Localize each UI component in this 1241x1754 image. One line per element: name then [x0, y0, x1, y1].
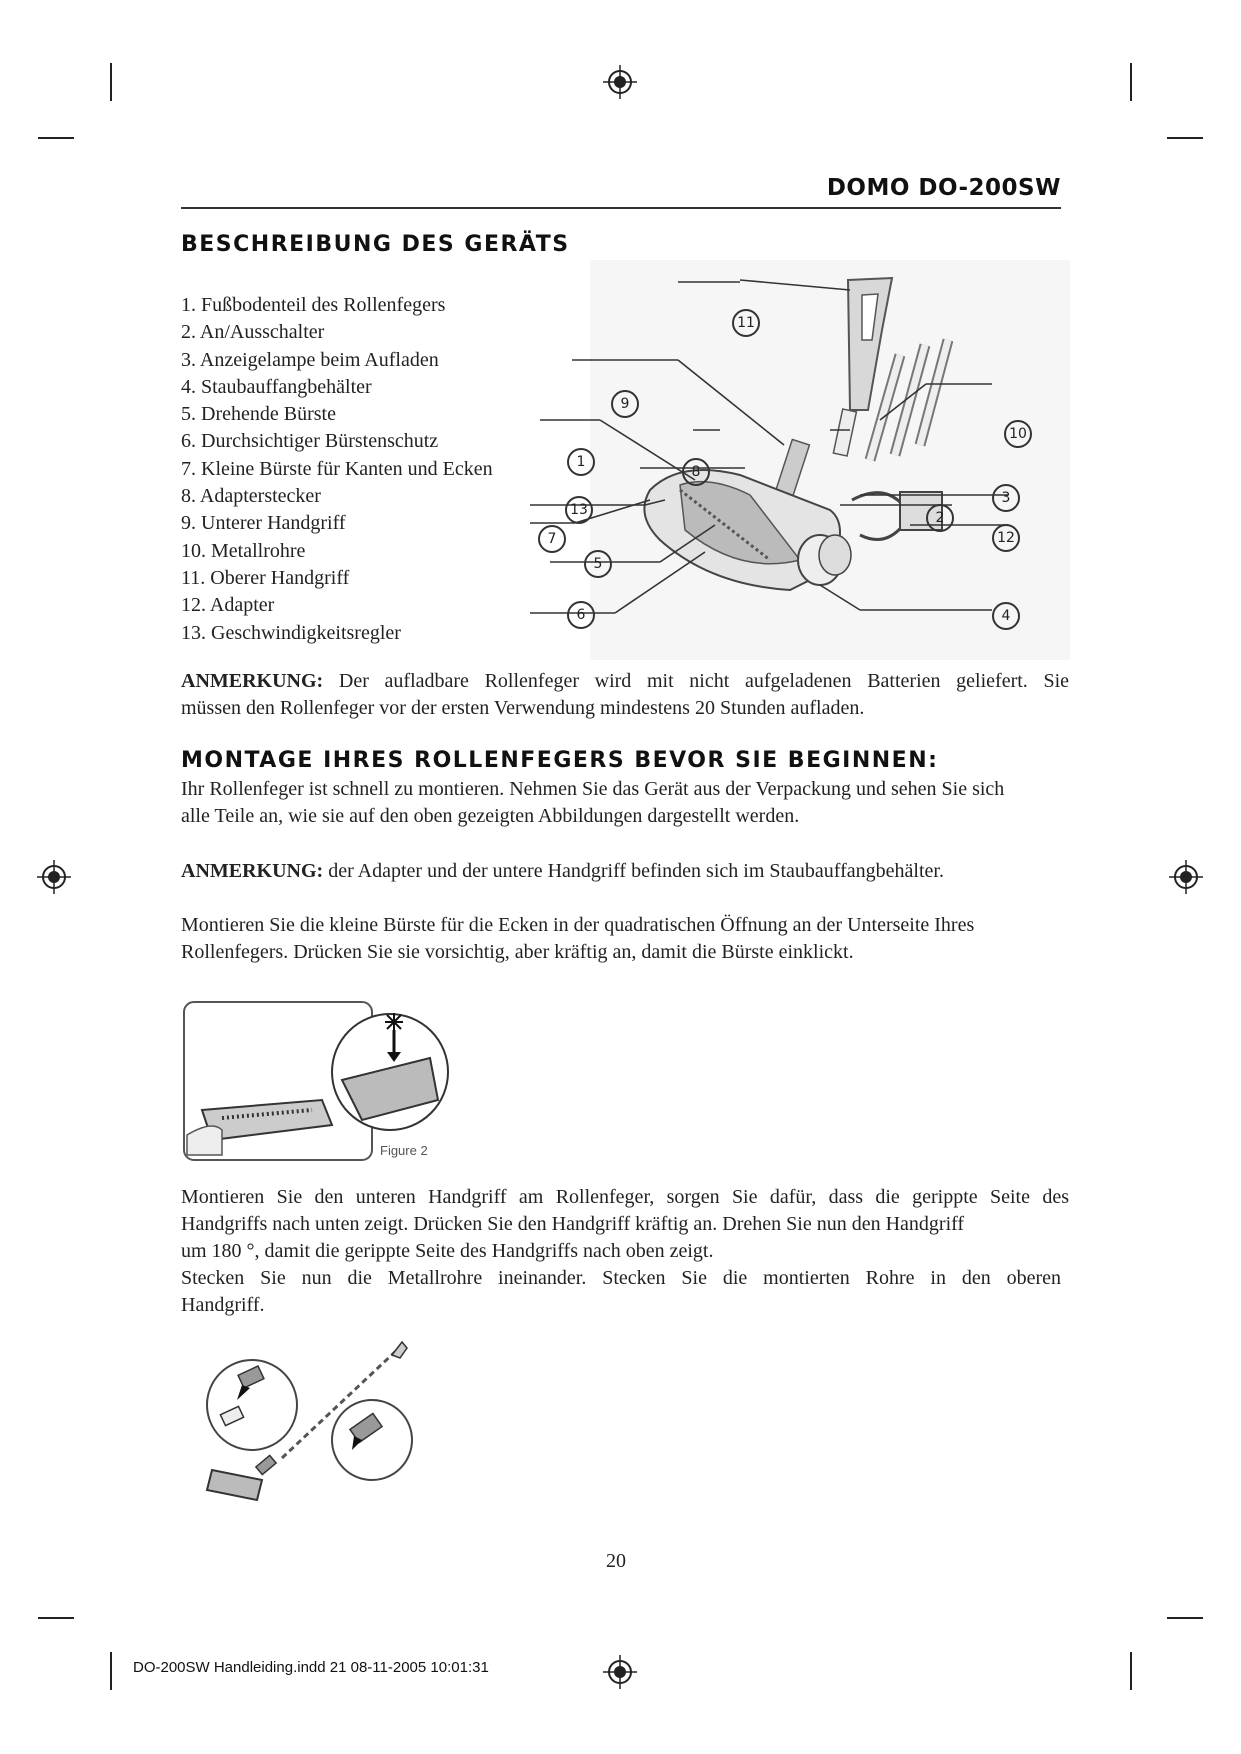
callout-5: 5: [584, 550, 612, 578]
crop-mark: [38, 137, 74, 139]
intro-line: alle Teile an, wie sie auf den oben gezeigten Abbildungen dargestellt werden.: [181, 805, 800, 827]
figure-2-brush-illustration: [182, 1000, 452, 1165]
brush-instruction-line: Montieren Sie die kleine Bürste für die Ecken in der quadratischen Öffnung an der Unterseite Ihres: [181, 914, 975, 936]
callout-3: 3: [992, 484, 1020, 512]
registration-mark-icon: [603, 1655, 637, 1689]
list-item: 9. Unterer Handgriff: [181, 512, 346, 535]
list-item: 8. Adapterstecker: [181, 485, 321, 508]
note-paragraph: ANMERKUNG: Der aufladbare Rollenfeger wird mit nicht aufgeladenen Batterien geliefert. Sie: [181, 670, 1070, 692]
registration-mark-icon: [37, 860, 71, 894]
section-heading-assembly: MONTAGE IHRES ROLLENFEGERS BEVOR SIE BEGINNEN:: [181, 748, 939, 773]
figure-caption: Figure 2: [380, 1143, 428, 1158]
registration-mark-icon: [603, 65, 637, 99]
crop-mark: [110, 1652, 112, 1690]
callout-10: 10: [1004, 420, 1032, 448]
callout-13: 13: [565, 496, 593, 524]
handle-instruction-line: um 180 °, damit die gerippte Seite des Handgriffs nach oben zeigt.: [181, 1240, 714, 1262]
note-label: ANMERKUNG:: [181, 670, 324, 692]
crop-mark: [110, 63, 112, 101]
crop-mark: [1167, 1617, 1203, 1619]
page-number: 20: [606, 1550, 626, 1572]
parts-list: [181, 292, 493, 647]
list-item: 10. Metallrohre: [181, 539, 306, 562]
callout-6: 6: [567, 601, 595, 629]
note-paragraph-line2: müssen den Rollenfeger vor der ersten Verwendung mindestens 20 Stunden aufladen.: [181, 697, 865, 719]
product-diagram: [530, 260, 1090, 660]
brand-title: DOMO DO-200SW: [826, 175, 1061, 201]
callout-7: 7: [538, 525, 566, 553]
tubes-instruction-line: Stecken Sie nun die Metallrohre ineinander. Stecken Sie die montierten Rohre in den oberen: [181, 1267, 1061, 1289]
list-item: 13. Geschwindigkeitsregler: [181, 621, 401, 644]
callout-11: 11: [732, 309, 760, 337]
list-item: 2. An/Ausschalter: [181, 321, 325, 344]
crop-mark: [38, 1617, 74, 1619]
intro-line: Ihr Rollenfeger ist schnell zu montieren. Nehmen Sie das Gerät aus der Verpackung und sehen Sie sich: [181, 778, 1005, 800]
list-item: 4. Staubauffangbehälter: [181, 375, 372, 398]
callout-12: 12: [992, 524, 1020, 552]
figure-3-handle-assembly: [202, 1340, 442, 1510]
callout-2: 2: [926, 504, 954, 532]
list-item: 5. Drehende Bürste: [181, 403, 336, 426]
note-label: ANMERKUNG:: [181, 860, 324, 882]
list-item: 1. Fußbodenteil des Rollenfegers: [181, 294, 446, 316]
list-item: 12. Adapter: [181, 594, 275, 617]
tubes-instruction-line: Handgriff.: [181, 1294, 265, 1316]
note-paragraph-2: ANMERKUNG: der Adapter und der untere Handgriff befinden sich im Staubauffangbehälter.: [181, 860, 944, 882]
header-rule: [181, 207, 1061, 209]
section-heading-description: BESCHREIBUNG DES GERÄTS: [181, 232, 570, 257]
callout-8: 8: [682, 458, 710, 486]
crop-mark: [1130, 1652, 1132, 1690]
crop-mark: [1130, 63, 1132, 101]
list-item: 3. Anzeigelampe beim Aufladen: [181, 348, 439, 371]
list-item: 6. Durchsichtiger Bürstenschutz: [181, 430, 439, 453]
registration-mark-icon: [1169, 860, 1203, 894]
callout-9: 9: [611, 390, 639, 418]
crop-mark: [1167, 137, 1203, 139]
list-item: 11. Oberer Handgriff: [181, 566, 350, 589]
brush-instruction-line: Rollenfegers. Drücken Sie sie vorsichtig, aber kräftig an, damit die Bürste einklickt.: [181, 941, 854, 963]
callout-1: 1: [567, 448, 595, 476]
footer-file-info: DO-200SW Handleiding.indd 21 08-11-2005 10:01:31: [133, 1659, 489, 1676]
handle-instruction-line: Handgriffs nach unten zeigt. Drücken Sie den Handgriff kräftig an. Drehen Sie nun den Handgriff: [181, 1213, 965, 1235]
callout-4: 4: [992, 602, 1020, 630]
list-item: 7. Kleine Bürste für Kanten und Ecken: [181, 457, 493, 480]
handle-instruction-line: Montieren Sie den unteren Handgriff am Rollenfeger, sorgen Sie dafür, dass die gerippte Seite des: [181, 1186, 1069, 1208]
